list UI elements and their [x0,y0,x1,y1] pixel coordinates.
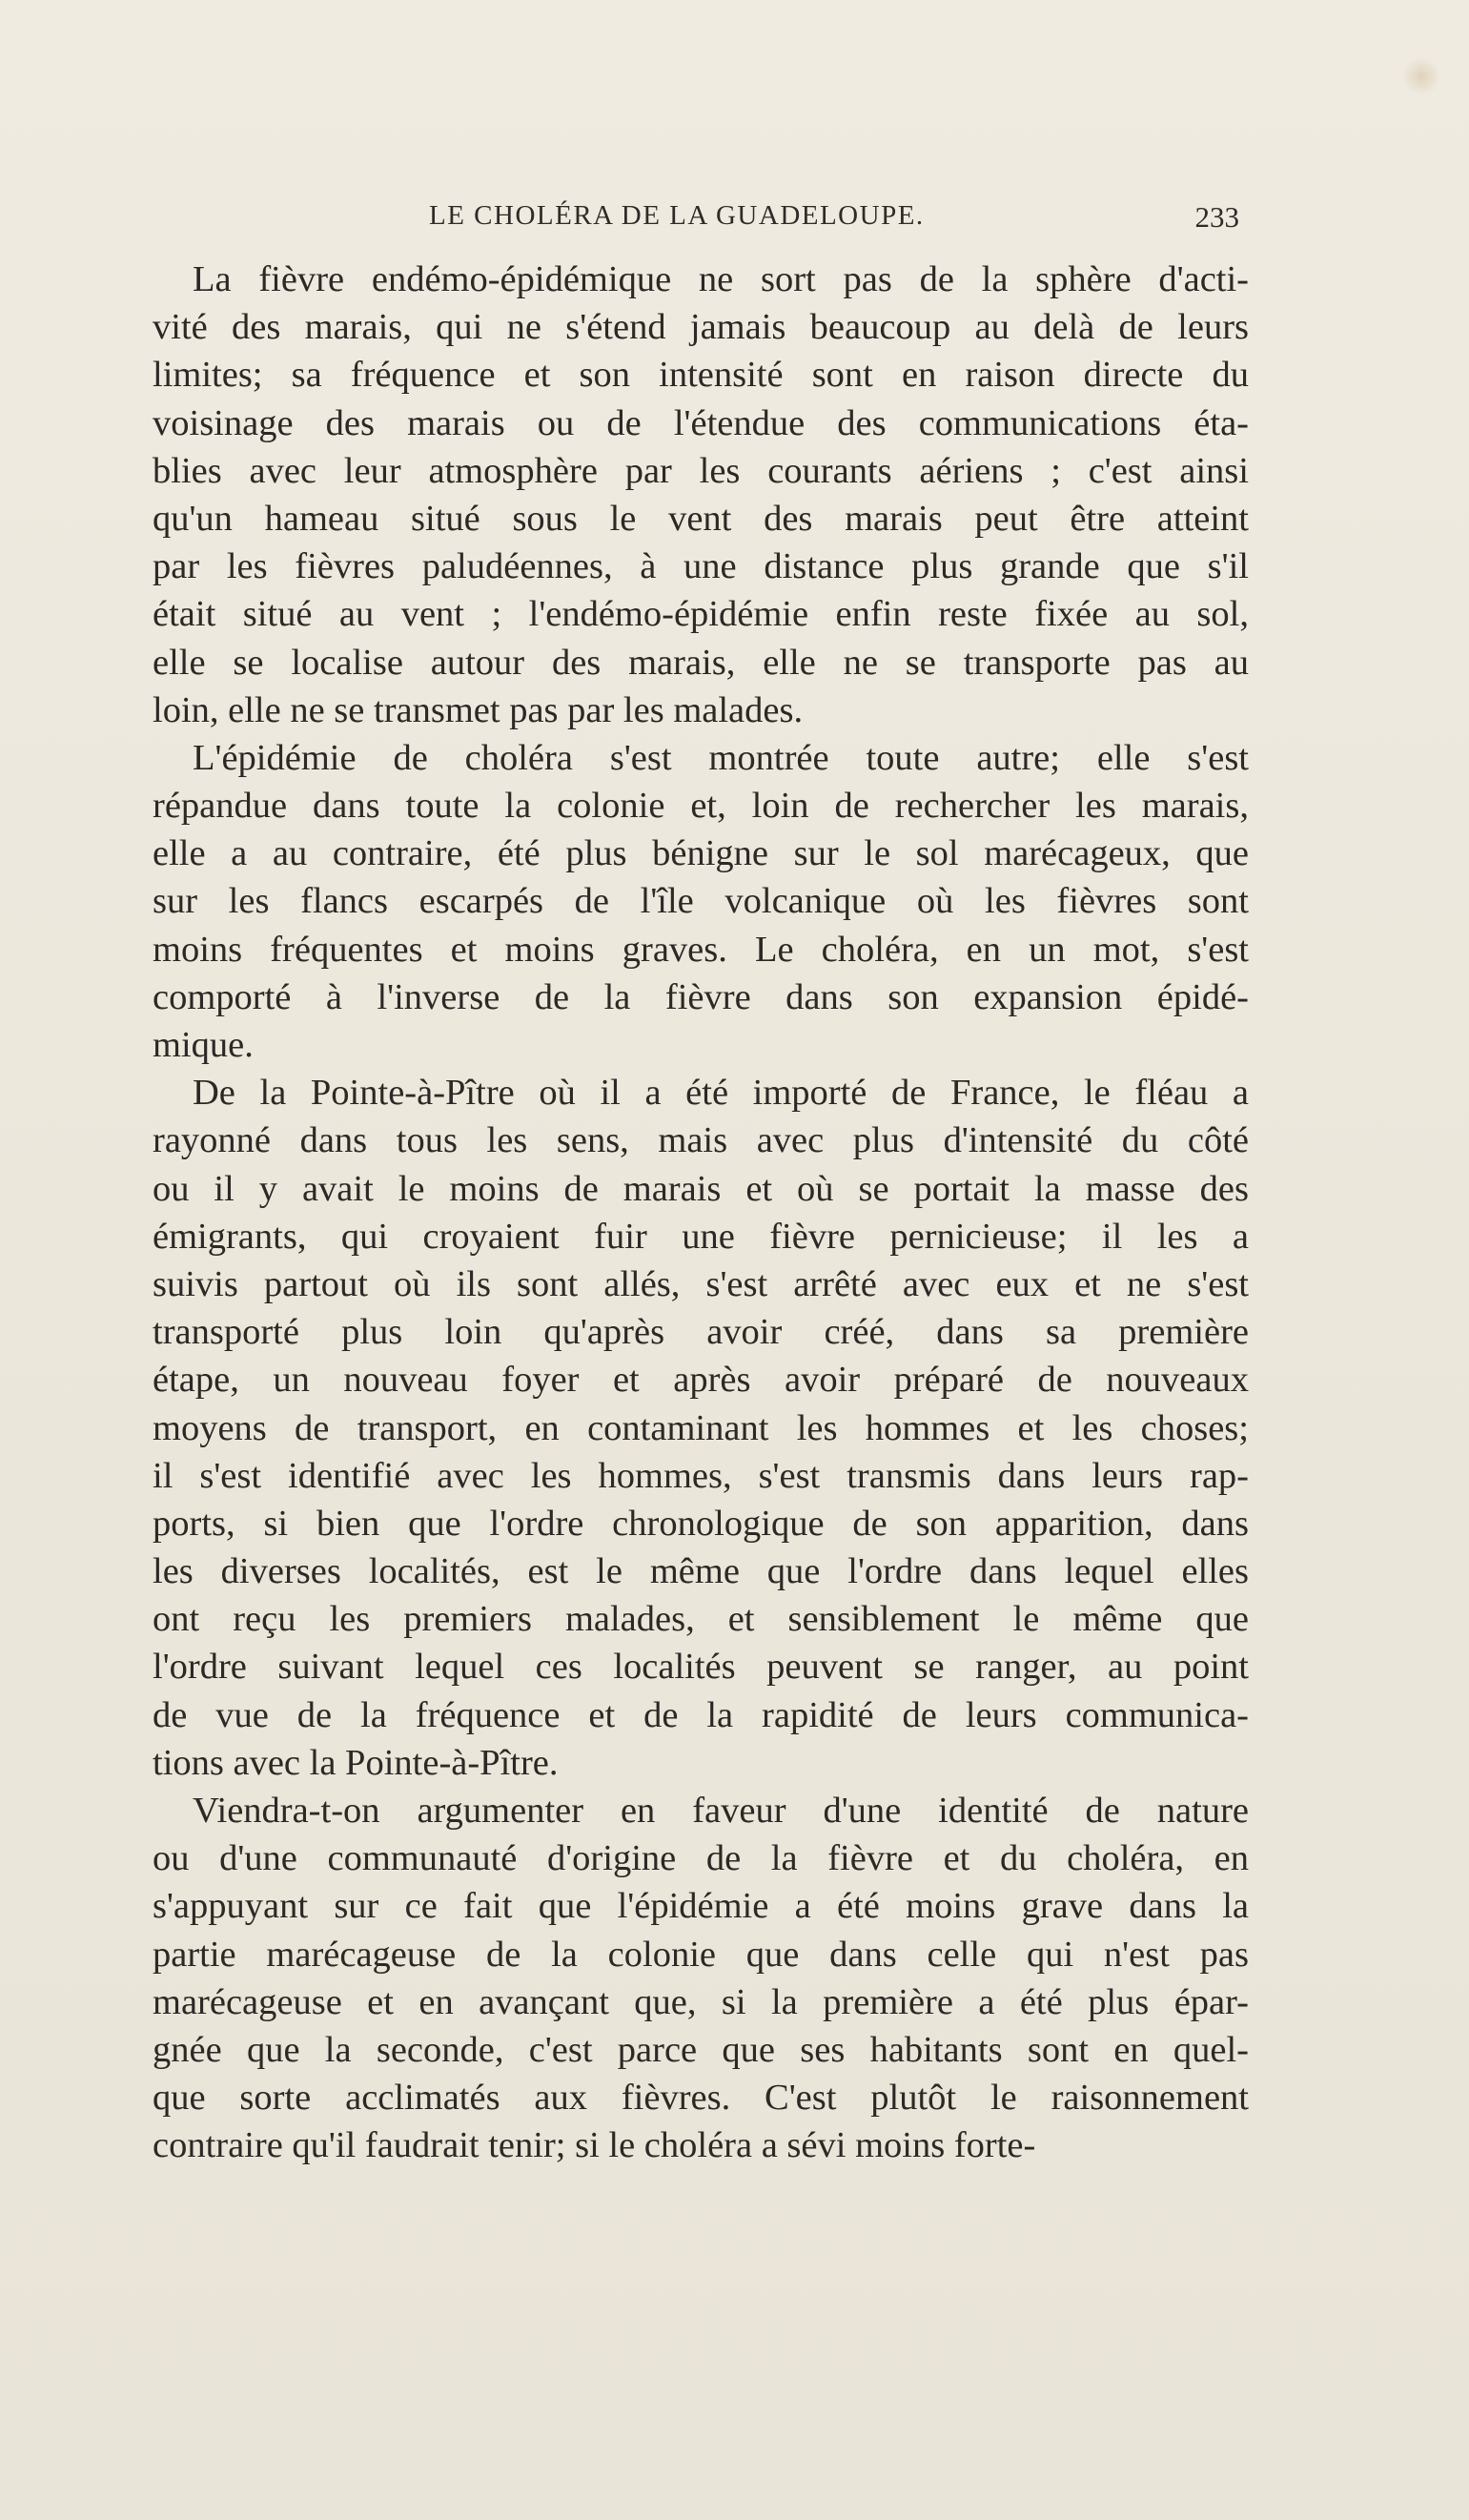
text-line: les diverses localités, est le même que l'ordre dans lequel elles [153,1551,1249,1592]
paragraph [153,734,1249,1069]
text-line: mique. [153,1025,254,1065]
running-head [153,200,1239,248]
text-line: La fièvre endémo-épidémique ne sort pas de la sphère d'acti- [193,259,1249,299]
text-line: transporté plus loin qu'après avoir créé, dans sa première [153,1312,1249,1353]
text-line: tions avec la Pointe-à-Pître. [153,1742,559,1783]
text-line: que sorte acclimatés aux fièvres. C'est plutôt le raisonnement [153,2078,1249,2119]
text-line: Viendra-t-on argumenter en faveur d'une identité de nature [193,1791,1249,1831]
text-line: de vue de la fréquence et de la rapidité de leurs communica- [153,1694,1249,1735]
text-line: comporté à l'inverse de la fièvre dans son expansion épidé- [153,976,1249,1017]
paragraph [153,1787,1249,2170]
text-line: elle se localise autour des marais, elle ne se transporte pas au [153,642,1249,683]
text-line: répandue dans toute la colonie et, loin de rechercher les marais, [153,786,1249,827]
text-line: suivis partout où ils sont allés, s'est arrêté avec eux et ne s'est [153,1263,1249,1304]
text-line: contraire qu'il faudrait tenir; si le choléra a sévi moins forte- [153,2125,1036,2166]
text-line: étape, un nouveau foyer et après avoir préparé de nouveaux [153,1360,1249,1401]
paragraph [153,256,1249,734]
body-text [153,256,1249,2170]
text-line: était situé au vent ; l'endémo-épidémie enfin reste fixée au sol, [153,594,1249,635]
text-line: limites; sa fréquence et son intensité sont en raison directe du [153,355,1249,396]
text-line: rayonné dans tous les sens, mais avec plus d'intensité du côté [153,1120,1249,1161]
running-title: LE CHOLÉRA DE LA GUADELOUPE. [429,200,925,231]
text-line: marécageuse et en avançant que, si la première a été plus épar- [153,1981,1249,2022]
text-line: gnée que la seconde, c'est parce que ses habitants sont en quel- [153,2029,1249,2070]
text-line: sur les flancs escarpés de l'île volcanique où les fièvres sont [153,881,1249,922]
text-line: ou il y avait le moins de marais et où se portait la masse des [153,1168,1249,1209]
text-line: s'appuyant sur ce fait que l'épidémie a été moins grave dans la [153,1886,1249,1927]
text-line: moyens de transport, en contaminant les hommes et les choses; [153,1407,1249,1448]
text-line: blies avec leur atmosphère par les courants aériens ; c'est ainsi [153,450,1249,491]
text-line: qu'un hameau situé sous le vent des marais peut être atteint [153,498,1249,539]
text-line: ont reçu les premiers malades, et sensiblement le même que [153,1599,1249,1640]
text-line: il s'est identifié avec les hommes, s'est transmis dans leurs rap- [153,1455,1249,1496]
text-line: émigrants, qui croyaient fuir une fièvre pernicieuse; il les a [153,1216,1249,1257]
text-line: elle a au contraire, été plus bénigne sur le sol marécageux, que [153,833,1249,874]
text-line: voisinage des marais ou de l'étendue des communications éta- [153,402,1249,443]
text-line: moins fréquentes et moins graves. Le choléra, en un mot, s'est [153,929,1249,970]
text-line: vité des marais, qui ne s'étend jamais beaucoup au delà de leurs [153,307,1249,348]
text-line: ports, si bien que l'ordre chronologique de son apparition, dans [153,1503,1249,1544]
text-line: l'ordre suivant lequel ces localités peuvent se ranger, au point [153,1647,1249,1688]
page-number: 233 [1194,200,1239,234]
text-line: partie marécageuse de la colonie que dans celle qui n'est pas [153,1934,1249,1975]
paper-stain [1402,57,1440,95]
paragraph [153,1069,1249,1787]
text-line: De la Pointe-à-Pître où il a été importé de France, le fléau a [193,1073,1249,1114]
text-line: loin, elle ne se transmet pas par les malades. [153,689,804,730]
text-line: par les fièvres paludéennes, à une distance plus grande que s'il [153,546,1249,587]
text-line: L'épidémie de choléra s'est montrée toute autre; elle s'est [193,737,1249,778]
text-line: ou d'une communauté d'origine de la fièvre et du choléra, en [153,1838,1249,1879]
